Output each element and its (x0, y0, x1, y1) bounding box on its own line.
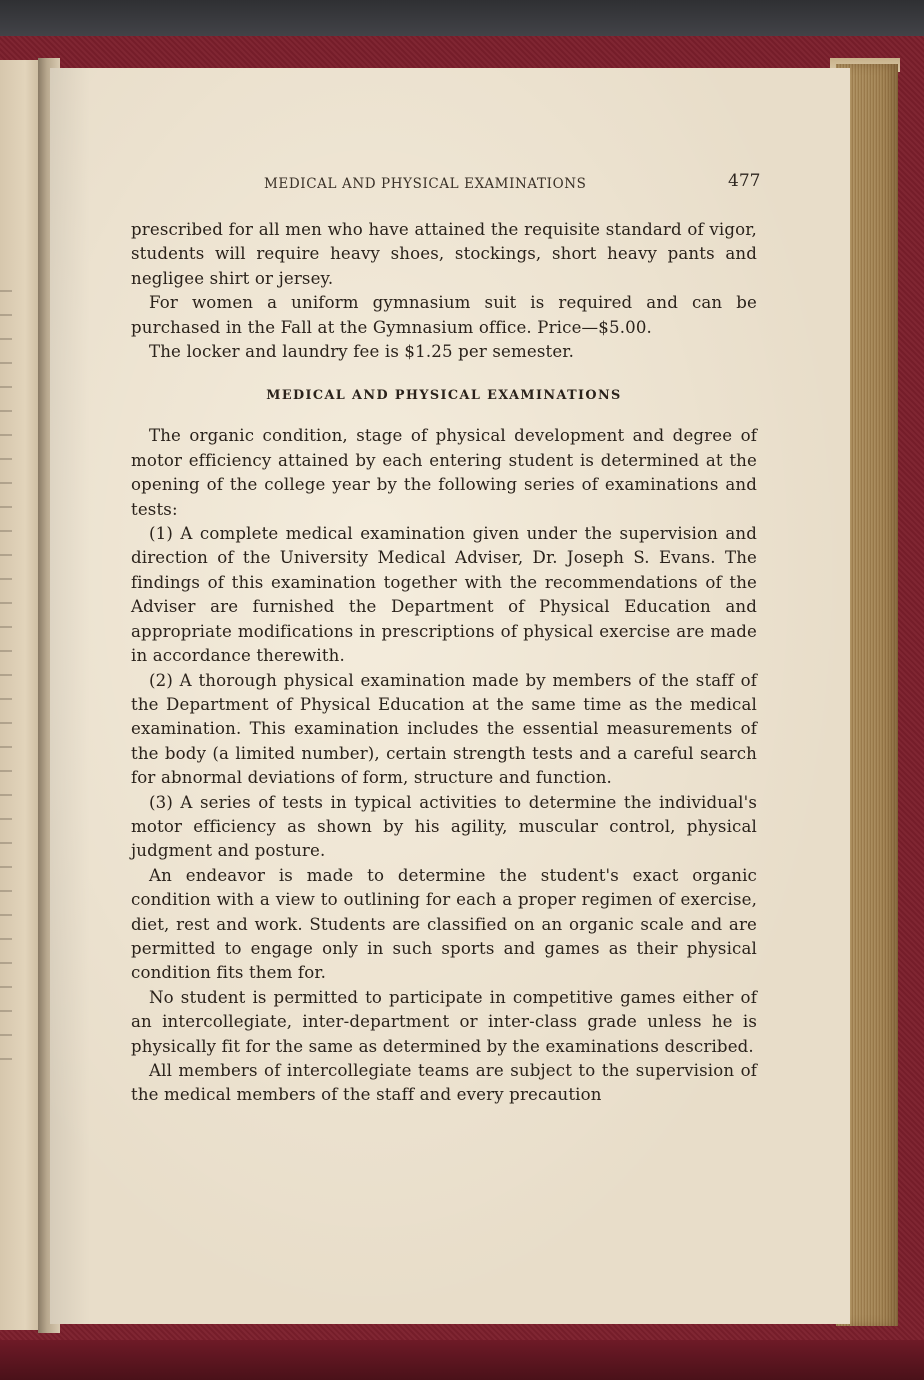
paragraph-women-uniform: For women a uniform gymnasium suit is required and can be purchased in the Fall at the Gymnasium office. Price—$5.00. (131, 293, 757, 337)
paragraph-intercollegiate: All members of intercollegiate teams are subject to the supervision of the medical members of the staff and every precaution (131, 1061, 757, 1105)
paragraph-locker-fee: The locker and laundry fee is $1.25 per semester. (149, 342, 574, 362)
paragraph-continued: prescribed for all men who have attained the requisite standard of vigor, students will require heavy shoes, stockings, short heavy pants and negligee shirt or jersey. (131, 220, 757, 288)
paragraph-eligibility: No student is permitted to participate in competitive games either of an intercollegiate, inter-department or inter-class grade unless he is physically fit for the same as determined by the examinations described. (131, 987, 757, 1056)
facing-page-edge (0, 60, 42, 1330)
paragraph-medical-exam: (1) A complete medical examination given under the supervision and direction of the University Medical Adviser, Dr. Joseph S. Evans. The findings of this examination together with the recommendations of the Adviser are furnished the Department of Physical Education and appropriate modifications in prescriptions of physical exercise are made in accordance therewith. (131, 524, 757, 666)
section-heading: MEDICAL AND PHYSICAL EXAMINATIONS (266, 388, 622, 404)
paragraph-endeavor: An endeavor is made to determine the student's exact organic condition with a view to outlining for each a proper regimen of exercise, diet, rest and work. Students are classified on an organic scale and are permitted to engage only in such sports and games as their physical condition fits them for. (131, 865, 757, 983)
page-number: 477 (728, 171, 761, 191)
facing-page-text-fragments (0, 290, 12, 1070)
paragraph-physical-exam: (2) A thorough physical examination made by members of the staff of the Department of Physical Education at the same time as the medical examination. This examination includes the essential measurements of the body (a limited number), certain strength tests and a careful search for abnormal deviations of form, structure and function. (131, 670, 757, 788)
paragraph-motor-tests: (3) A series of tests in typical activities to determine the individual's motor efficiency as shown by his agility, muscular control, physical judgment and posture. (131, 792, 757, 861)
running-head: MEDICAL AND PHYSICAL EXAMINATIONS (264, 176, 587, 192)
page-body (131, 218, 757, 1108)
paragraph-organic-condition: The organic condition, stage of physical development and degree of motor efficiency attained by each entering student is determined at the opening of the college year by the following series of examinations and tests: (131, 426, 757, 519)
background-top (0, 0, 924, 40)
book-cover-edge (0, 1340, 924, 1380)
